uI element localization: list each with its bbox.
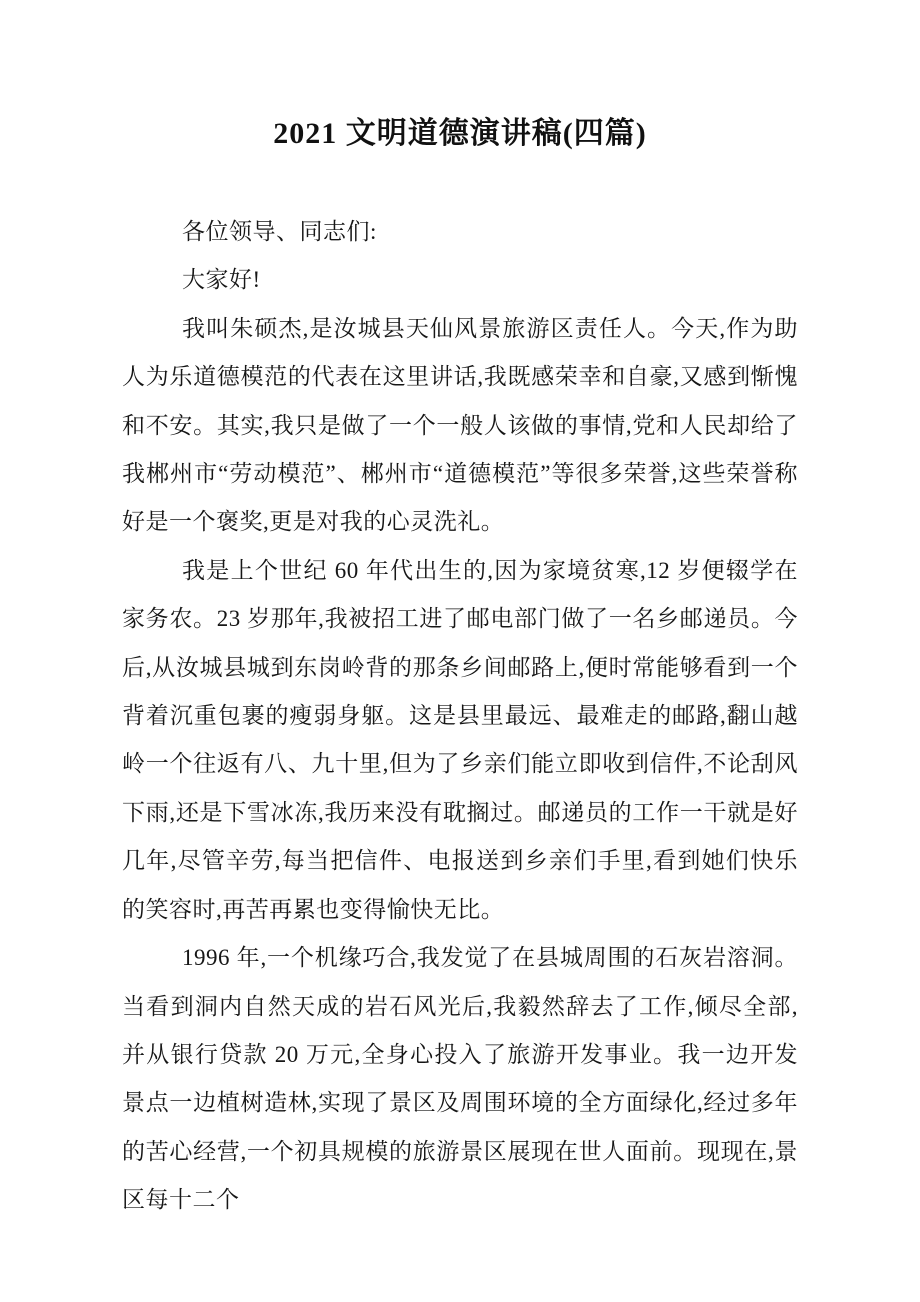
paragraph: 我是上个世纪 60 年代出生的,因为家境贫寒,12 岁便辍学在家务农。23 岁那年,我被招工进了邮电部门做了一名乡邮递员。今后,从汝城县城到东岗岭背的那条乡间邮路上,便时常能够看到一个背着沉重包裹的瘦弱身躯。这是县里最远、最难走的邮路,翻山越岭一个往返有八、九十里,但为了乡亲们能立即收到信件,不论刮风下雨,还是下雪冰冻,我历来没有耽搁过。邮递员的工作一干就是好几年,尽管辛劳,每当把信件、电报送到乡亲们手里,看到她们快乐的笑容时,再苦再累也变得愉快无比。 bbox=[122, 557, 799, 922]
paragraph: 1996 年,一个机缘巧合,我发觉了在县城周围的石灰岩溶洞。当看到洞内自然天成的岩石风光后,我毅然辞去了工作,倾尽全部,并从银行贷款 20 万元,全身心投入了旅游开发事业。我一边开发景点一边植树造林,实现了景区及周围环境的全方面绿化,经过多年的苦心经营,一个初具规模的旅游景区展现在世人面前。现现在,景区每十二个 bbox=[122, 945, 798, 1213]
paragraph: 各位领导、同志们: bbox=[182, 219, 377, 244]
paragraph: 大家好! bbox=[182, 267, 261, 293]
document-title: 2021 文明道德演讲稿(四篇) bbox=[273, 117, 647, 150]
document-body bbox=[122, 208, 798, 1225]
paragraph: 我叫朱硕杰,是汝城县天仙风景旅游区责任人。今天,作为助人为乐道德模范的代表在这里讲话,我既感荣幸和自豪,又感到惭愧和不安。其实,我只是做了一个一般人该做的事情,党和人民却给了我郴州市“劳动模范”、郴州市“道德模范”等很多荣誉,这些荣誉称好是一个褒奖,更是对我的心灵洗礼。 bbox=[122, 315, 798, 535]
